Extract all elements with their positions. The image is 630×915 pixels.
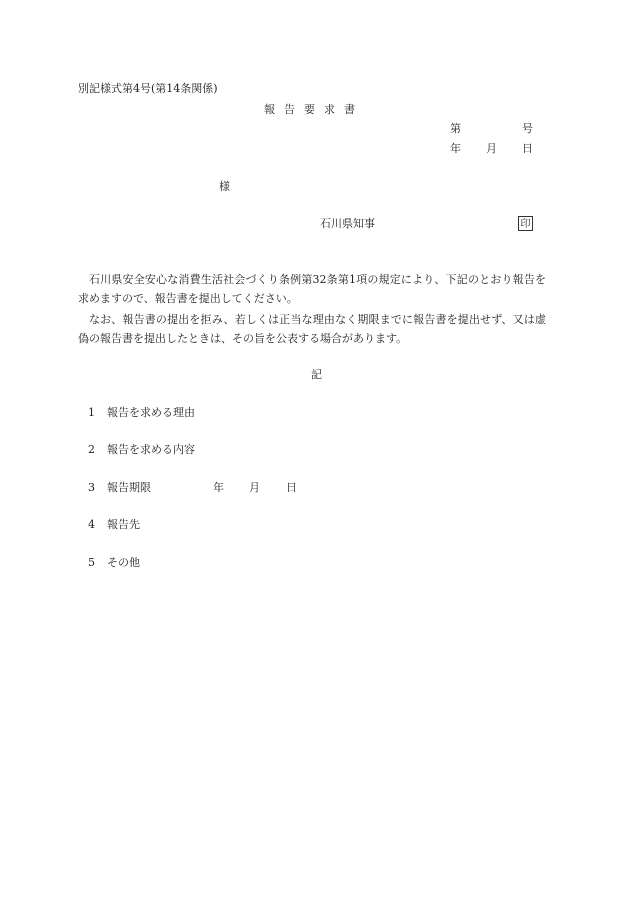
item-5-label: その他	[107, 556, 140, 569]
date-month-label: 月	[486, 142, 497, 155]
item-5-number: 5	[88, 556, 95, 569]
ki-heading: 記	[311, 368, 322, 381]
date-year-label: 年	[450, 142, 461, 155]
item-1-label: 報告を求める理由	[107, 406, 195, 419]
item-2-number: 2	[88, 443, 95, 456]
item-3-label: 報告期限	[107, 481, 151, 494]
seal-stamp: 印	[518, 216, 533, 231]
document-title: 報告要求書	[264, 103, 364, 116]
item-2-label: 報告を求める内容	[107, 443, 195, 456]
deadline-day-label: 日	[286, 481, 297, 494]
date-day-label: 日	[522, 142, 533, 155]
body-paragraph-1: 石川県安全安心な消費生活社会づくり条例第32条第1項の規定により、下記のとおり報告を求めますので、報告書を提出してください。	[78, 273, 546, 305]
form-number: 別記様式第4号(第14条関係)	[78, 82, 218, 95]
addressee-suffix: 様	[219, 180, 230, 193]
body-paragraph-2: なお、報告書の提出を拒み、若しくは正当な理由なく期限までに報告書を提出せず、又は虚偽の報告書を提出したときは、その旨を公表する場合があります。	[78, 313, 546, 345]
item-4-number: 4	[88, 518, 95, 531]
number-prefix: 第	[450, 122, 461, 135]
item-1-number: 1	[88, 406, 95, 419]
item-3-number: 3	[88, 481, 95, 494]
number-suffix: 号	[522, 122, 533, 135]
deadline-month-label: 月	[249, 481, 260, 494]
deadline-year-label: 年	[213, 481, 224, 494]
item-4-label: 報告先	[107, 518, 140, 531]
issuer-name: 石川県知事	[320, 217, 375, 230]
